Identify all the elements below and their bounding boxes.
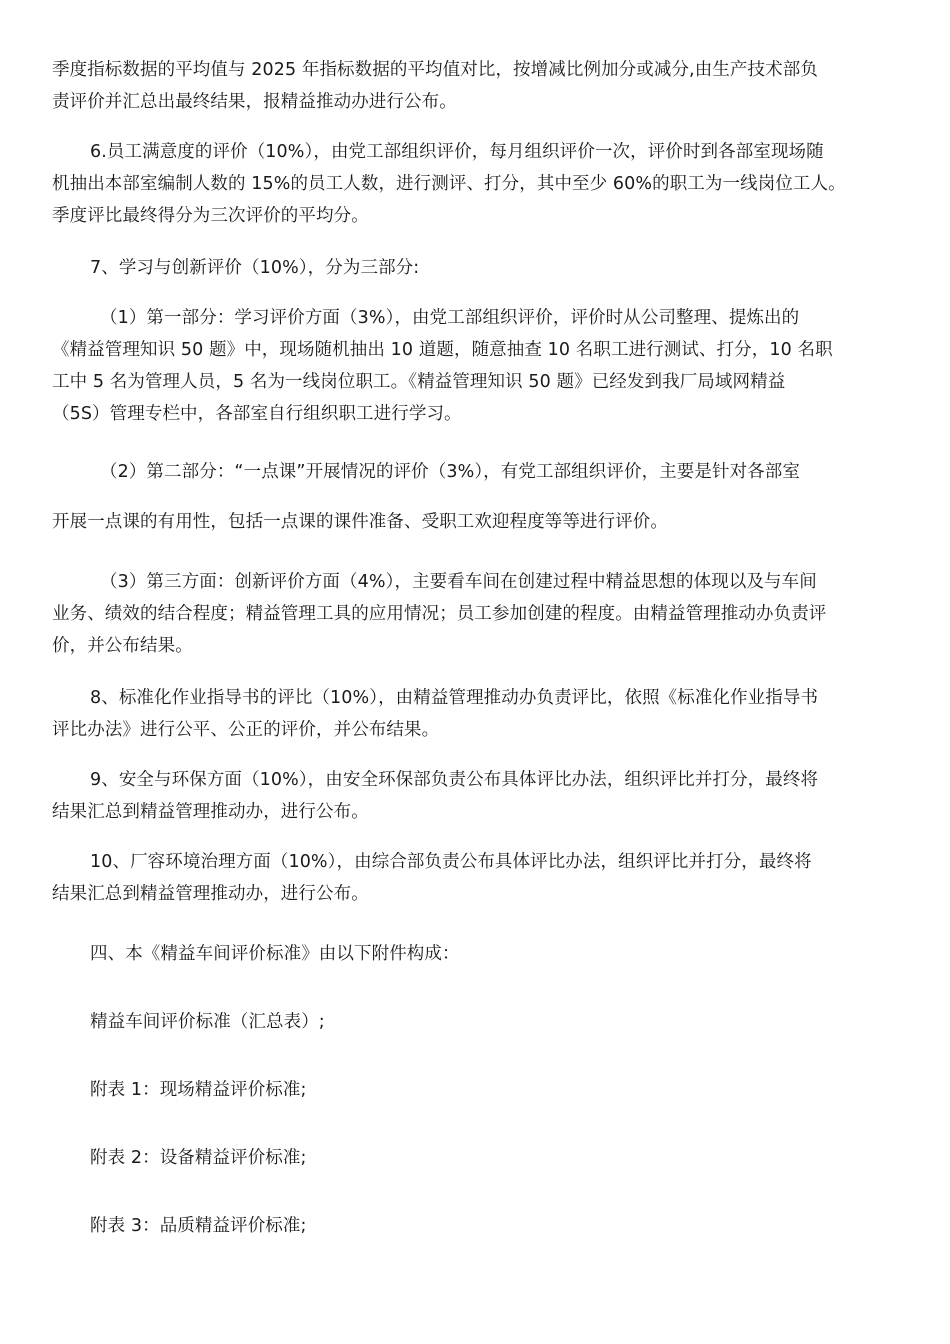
paragraph-line: 季度评比最终得分为三次评价的平均分。 <box>52 206 369 226</box>
paragraph-line: 6.员工满意度的评价（10%），由党工部组织评价，每月组织评价一次，评价时到各部室现场随 <box>90 142 824 162</box>
paragraph-line: 7、学习与创新评价（10%），分为三部分: <box>90 258 420 278</box>
paragraph-line: 工中 5 名为管理人员，5 名为一线岗位职工。《精益管理知识 50 题》已经发到我厂局域网精益 <box>52 372 786 392</box>
section-heading: 四、本《精益车间评价标准》由以下附件构成： <box>90 944 460 964</box>
paragraph-line: 责评价并汇总出最终结果，报精益推动办进行公布。 <box>52 92 457 112</box>
paragraph-line: 开展一点课的有用性，包括一点课的课件准备、受职工欢迎程度等等进行评价。 <box>52 512 668 532</box>
paragraph-line: 机抽出本部室编制人数的 15%的员工人数，进行测评、打分，其中至少 60%的职工为一线岗位工人。 <box>52 174 846 194</box>
paragraph-line: （3）第三方面：创新评价方面（4%），主要看车间在创建过程中精益思想的体现以及与车间 <box>100 572 817 592</box>
paragraph-line: （1）第一部分：学习评价方面（3%），由党工部组织评价，评价时从公司整理、提炼出的 <box>100 308 800 328</box>
paragraph-line: 8、标准化作业指导书的评比（10%），由精益管理推动办负责评比，依照《标准化作业指导书 <box>90 688 819 708</box>
paragraph-line: 《精益管理知识 50 题》中，现场随机抽出 10 道题，随意抽查 10 名职工进行测试、打分，10 名职 <box>52 340 833 360</box>
attachment-item: 精益车间评价标准（汇总表）; <box>90 1012 325 1032</box>
attachment-item: 附表 2：设备精益评价标准; <box>90 1148 307 1168</box>
paragraph-line: 9、安全与环保方面（10%），由安全环保部负责公布具体评比办法，组织评比并打分，最终将 <box>90 770 819 790</box>
paragraph-line: 评比办法》进行公平、公正的评价，并公布结果。 <box>52 720 440 740</box>
paragraph-line: （5S）管理专栏中，各部室自行组织职工进行学习。 <box>52 404 462 424</box>
paragraph-line: 业务、绩效的结合程度；精益管理工具的应用情况；员工参加创建的程度。由精益管理推动办负责评 <box>52 604 827 624</box>
paragraph-line: 10、厂容环境治理方面（10%），由综合部负责公布具体评比办法，组织评比并打分，最终将 <box>90 852 812 872</box>
paragraph-line: 季度指标数据的平均值与 2025 年指标数据的平均值对比，按增减比例加分或减分,由生产技术部负 <box>52 60 818 80</box>
attachment-item: 附表 3：品质精益评价标准; <box>90 1216 307 1236</box>
paragraph-line: （2）第二部分：“一点课”开展情况的评价（3%），有党工部组织评价，主要是针对各部室 <box>100 462 800 482</box>
paragraph-line: 结果汇总到精益管理推动办，进行公布。 <box>52 884 369 904</box>
paragraph-line: 结果汇总到精益管理推动办，进行公布。 <box>52 802 369 822</box>
paragraph-line: 价，并公布结果。 <box>52 636 193 656</box>
attachment-item: 附表 1：现场精益评价标准; <box>90 1080 307 1100</box>
